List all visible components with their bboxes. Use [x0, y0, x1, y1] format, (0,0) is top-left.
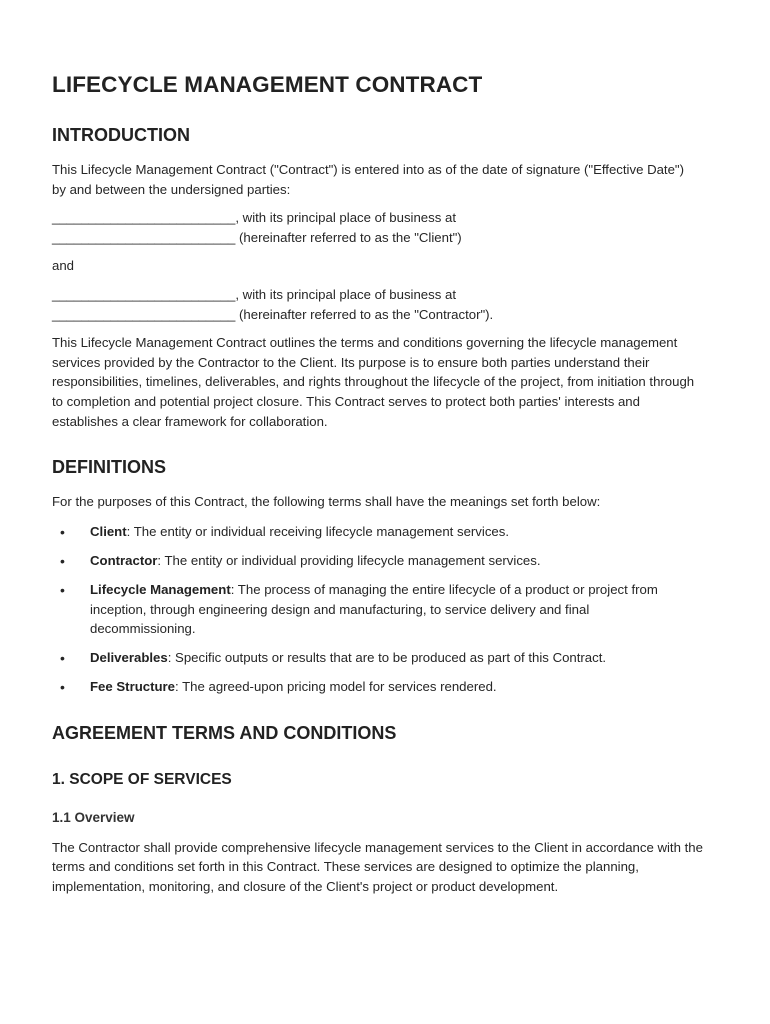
- and-connector: and: [52, 258, 75, 274]
- bullet-icon: •: [60, 650, 65, 667]
- party-1-line-1: _________________________, with its principal place of business at: [52, 210, 456, 226]
- introduction-paragraph-1: This Lifecycle Management Contract ("Contract") is entered into as of the date of signature ("Effective Date") by and between the undersigned parties:: [52, 162, 685, 197]
- contract-document: [52, 70, 732, 897]
- bullet-icon: •: [60, 552, 65, 569]
- definition-text: : The agreed-upon pricing model for services rendered.: [175, 679, 497, 695]
- definition-term: Fee Structure: [90, 679, 176, 695]
- document-title: LIFECYCLE MANAGEMENT CONTRACT: [52, 72, 483, 97]
- definition-term: Client: [90, 523, 127, 539]
- definitions-heading: DEFINITIONS: [52, 457, 167, 478]
- bullet-icon: •: [60, 581, 65, 598]
- bullet-icon: •: [60, 523, 65, 540]
- subsection-1-1-heading: 1.1 Overview: [52, 809, 135, 825]
- party-2-block: [52, 285, 732, 324]
- introduction-heading: INTRODUCTION: [52, 125, 190, 145]
- definition-text: : The entity or individual receiving lifecycle management services.: [126, 523, 510, 539]
- definition-term: Deliverables: [90, 650, 168, 666]
- definition-item-deliverables: [52, 648, 732, 668]
- party-2-line-1: _________________________, with its principal place of business at: [52, 286, 456, 302]
- definition-term: Contractor: [90, 552, 158, 568]
- introduction-paragraph-2: This Lifecycle Management Contract outlines the terms and conditions governing the lifecycle management services provided by the Contractor to the Client. Its purpose is to ensure both parties understand their responsibilities, timelines, deliverables, and rights throughout the lifecycle of the project, from initiation through to completion and potential project closure. This Contract serves to protect both parties' interests and establishes a clear framework for collaboration.: [52, 335, 695, 429]
- definitions-list: [52, 522, 732, 697]
- definition-item-client: [52, 522, 732, 542]
- agreement-heading: AGREEMENT TERMS AND CONDITIONS: [52, 722, 397, 743]
- definition-text: : Specific outputs or results that are to be produced as part of this Contract.: [167, 650, 607, 666]
- party-1-line-2: _________________________ (hereinafter referred to as the "Client"): [52, 229, 462, 245]
- definition-text: : The process of managing the entire lifecycle of a product or project from inception, through engineering design and manufacturing, to service delivery and final decommissioning.: [90, 581, 658, 637]
- section-1-heading: 1. SCOPE OF SERVICES: [52, 770, 232, 788]
- definition-item-fee-structure: [52, 677, 732, 697]
- definition-item-contractor: [52, 551, 732, 571]
- party-2-line-2: _________________________ (hereinafter referred to as the "Contractor").: [52, 306, 494, 322]
- party-1-block: [52, 208, 732, 247]
- definition-term: Lifecycle Management: [90, 581, 231, 597]
- subsection-1-1-text: The Contractor shall provide comprehensive lifecycle management services to the Client in accordance with the terms and conditions set forth in this Contract. These services are designed to optimize the planning, implementation, monitoring, and closure of the Client's project or product development.: [52, 839, 703, 895]
- bullet-icon: •: [60, 679, 65, 696]
- definition-item-lifecycle-management: [52, 580, 680, 639]
- definitions-intro: For the purposes of this Contract, the following terms shall have the meanings set forth below:: [52, 494, 601, 510]
- definition-text: : The entity or individual providing lifecycle management services.: [157, 552, 541, 568]
